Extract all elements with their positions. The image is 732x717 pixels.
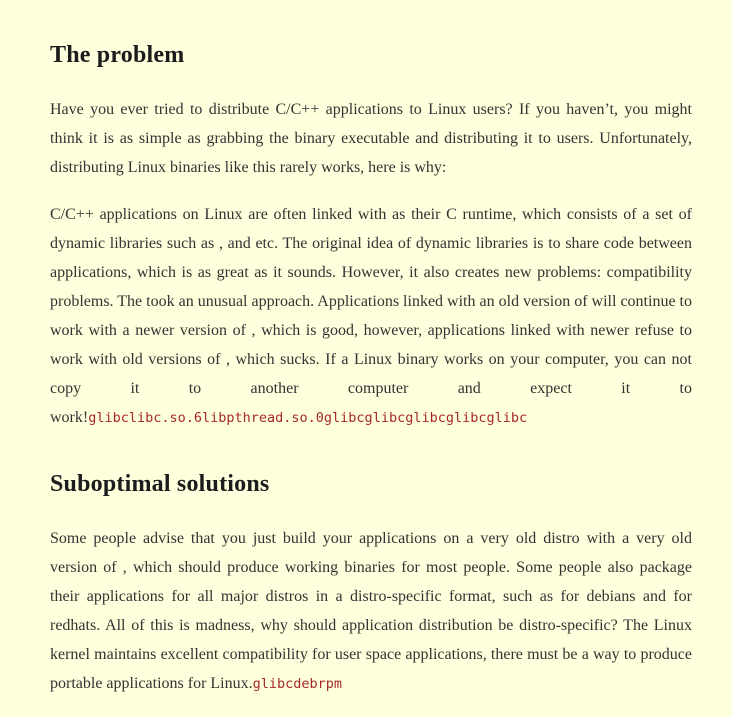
- paragraph-text: Some people advise that you just build your applications on a very old distro with a very old version of , which should produce working binaries for most people. Some people also package their applications for all major distros in a distro-specific format, such as for debians and for redhats. All of this is madness, why should application distribution be distro-specific? The Linux kernel maintains excellent compatibility for user space applications, there must be a way to produce portable applications for Linux.: [50, 530, 692, 692]
- section-heading-the-problem: The problem: [50, 42, 185, 68]
- paragraph: [50, 524, 692, 699]
- paragraph-text: Have you ever tried to distribute C/C++ applications to Linux users? If you haven’t, you might think it is as simple as grabbing the binary executable and distributing it to users. Unfortunately, distributing Linux binaries like this rarely works, here is why:: [50, 101, 692, 176]
- section-heading-suboptimal-solutions: Suboptimal solutions: [50, 471, 270, 497]
- paragraph: [50, 95, 692, 182]
- inline-code: glibcdebrpm: [252, 676, 343, 692]
- inline-code: glibclibc.so.6libpthread.so.0glibcglibcglibcglibcglibc: [88, 410, 528, 426]
- paragraph-text: C/C++ applications on Linux are often linked with as their C runtime, which consists of a set of dynamic libraries such as , and etc. The original idea of dynamic libraries is to share code between applications, which is as great as it sounds. However, it also creates new problems: compatibility problems. The took an unusual approach. Applications linked with an old version of will continue to work with a newer version of , which is good, however, applications linked with newer refuse to work with old versions of , which sucks. If a Linux binary works on your computer, you can not copy it to another computer and expect it to work!: [50, 206, 692, 426]
- paragraph: [50, 200, 692, 433]
